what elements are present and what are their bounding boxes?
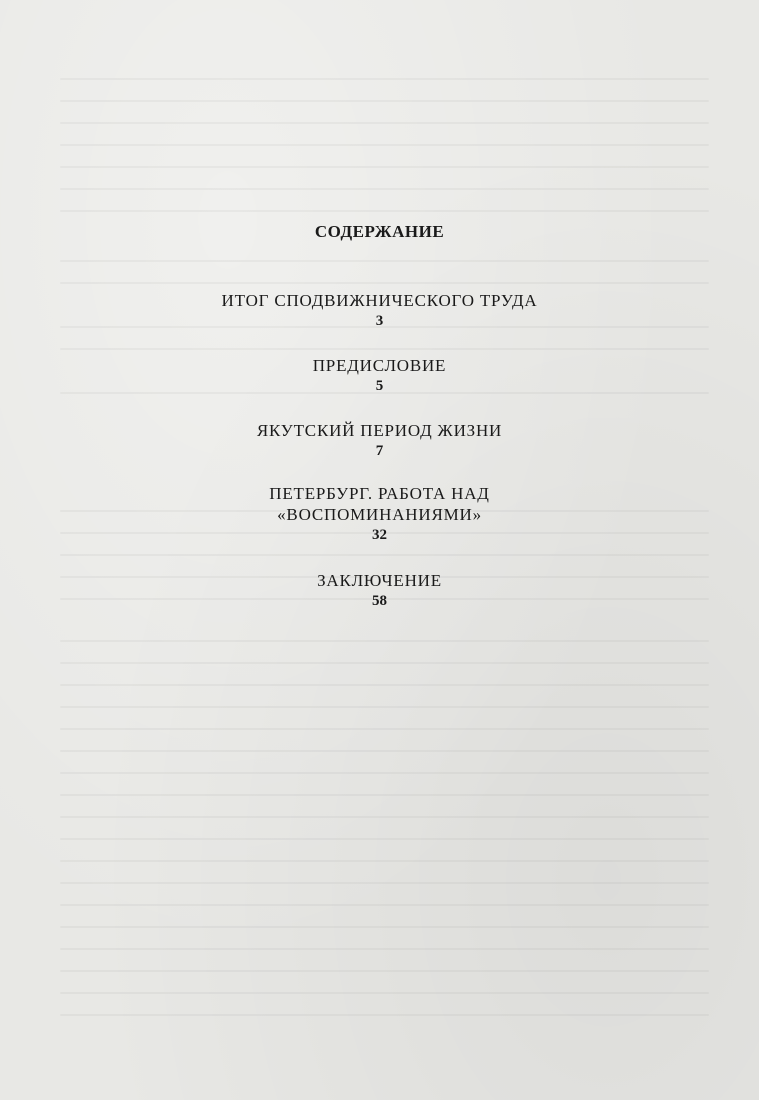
toc-entry-title: ПРЕДИСЛОВИЕ (312, 356, 447, 375)
toc-entry-title: ЗАКЛЮЧЕНИЕ (317, 571, 442, 590)
toc-entry-title: ЯКУТСКИЙ ПЕРИОД ЖИЗНИ (256, 421, 503, 440)
toc-entry (0, 570, 759, 610)
toc-entry (0, 355, 759, 395)
toc-entry-page: 5 (375, 378, 384, 394)
toc-entry-page: 3 (375, 313, 384, 329)
toc-entry-page: 7 (375, 443, 384, 459)
toc-entry-page: 58 (372, 593, 387, 609)
toc-entry (0, 420, 759, 460)
toc-entry-title-line1: ПЕТЕРБУРГ. РАБОТА НАД (269, 484, 490, 503)
contents-heading: СОДЕРЖАНИЕ (314, 222, 445, 241)
toc-entry (0, 483, 759, 544)
toc-entry-page: 32 (372, 527, 387, 543)
toc-entry-title-line2: «ВОСПОМИНАНИЯМИ» (277, 505, 482, 524)
toc-entry (0, 290, 759, 330)
toc-entry-title: ИТОГ СПОДВИЖНИЧЕСКОГО ТРУДА (221, 291, 538, 310)
